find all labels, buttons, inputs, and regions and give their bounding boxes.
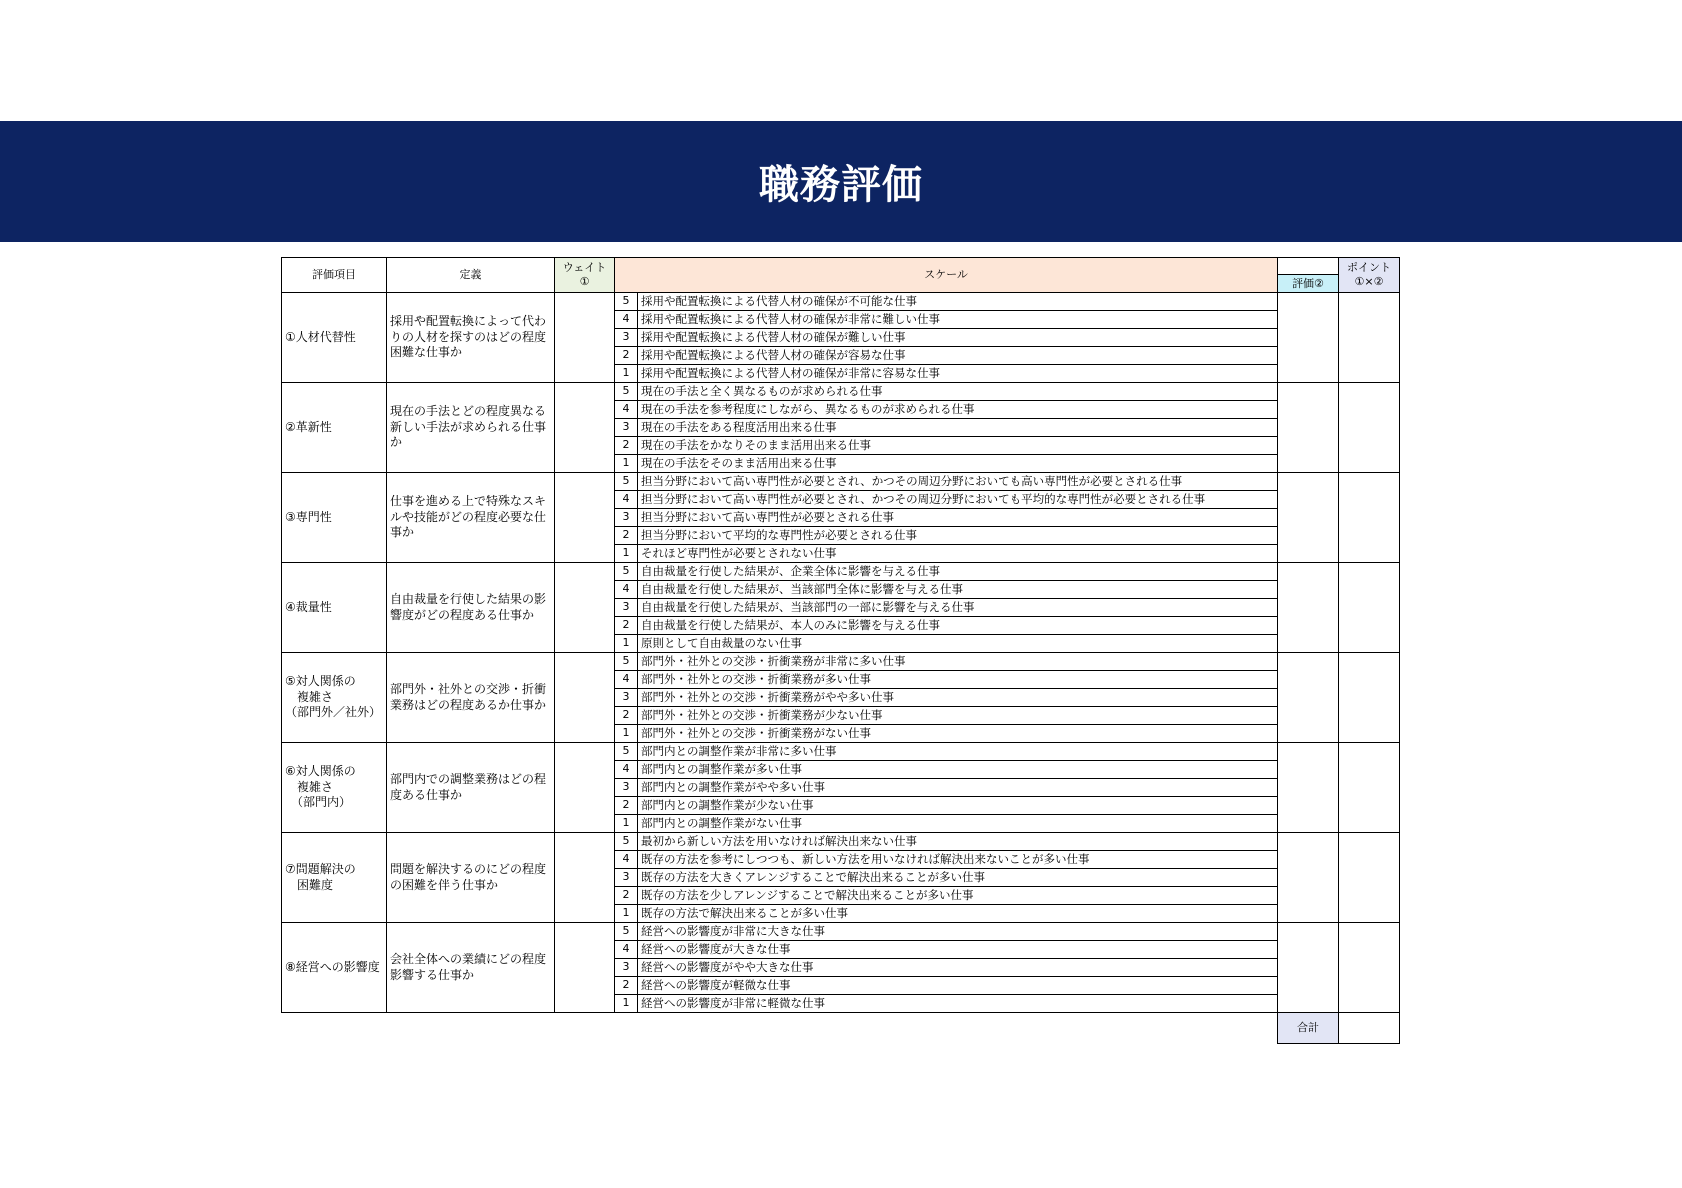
scale-level: 1 — [615, 365, 638, 383]
scale-level: 1 — [615, 455, 638, 473]
score-input-cell[interactable] — [1278, 473, 1339, 563]
evaluation-definition: 現在の手法とどの程度異なる新しい手法が求められる仕事か — [387, 383, 555, 473]
evaluation-item-label: ④裁量性 — [285, 599, 332, 614]
evaluation-item-label: ①人材代替性 — [285, 329, 356, 344]
score-input-cell[interactable] — [1278, 383, 1339, 473]
scale-description: 部門内との調整作業が非常に多い仕事 — [638, 743, 1278, 761]
scale-row — [282, 653, 1400, 671]
scale-description: 部門内との調整作業が多い仕事 — [638, 761, 1278, 779]
header-scale: スケール — [615, 258, 1278, 293]
scale-level: 4 — [615, 311, 638, 329]
scale-level: 4 — [615, 851, 638, 869]
evaluation-item-label: ⑧経営への影響度 — [285, 959, 380, 974]
scale-row — [282, 383, 1400, 401]
scale-level: 4 — [615, 491, 638, 509]
scale-description: 部門内との調整作業がない仕事 — [638, 815, 1278, 833]
scale-description: 現在の手法を参考程度にしながら、異なるものが求められる仕事 — [638, 401, 1278, 419]
header-row — [282, 258, 1400, 293]
job-evaluation-table — [281, 257, 1400, 1044]
header-weight — [555, 258, 615, 293]
scale-level: 3 — [615, 779, 638, 797]
evaluation-item — [282, 923, 387, 1013]
score-input-cell[interactable] — [1278, 833, 1339, 923]
evaluation-item — [282, 473, 387, 563]
points-cell — [1339, 293, 1400, 383]
evaluation-item — [282, 293, 387, 383]
scale-level: 3 — [615, 599, 638, 617]
scale-description: 自由裁量を行使した結果が、当該部門の一部に影響を与える仕事 — [638, 599, 1278, 617]
page-title: 職務評価 — [759, 162, 923, 208]
evaluation-item — [282, 383, 387, 473]
score-input-cell[interactable] — [1278, 923, 1339, 1013]
scale-description: 採用や配置転換による代替人材の確保が難しい仕事 — [638, 329, 1278, 347]
scale-description: 既存の方法を大きくアレンジすることで解決出来ることが多い仕事 — [638, 869, 1278, 887]
scale-description: 自由裁量を行使した結果が、当該部門全体に影響を与える仕事 — [638, 581, 1278, 599]
total-label: 合計 — [1278, 1013, 1339, 1044]
total-row-spacer — [282, 1013, 1278, 1044]
scale-description: 現在の手法と全く異なるものが求められる仕事 — [638, 383, 1278, 401]
scale-description: 経営への影響度が軽微な仕事 — [638, 977, 1278, 995]
scale-description: 最初から新しい方法を用いなければ解決出来ない仕事 — [638, 833, 1278, 851]
evaluation-definition: 自由裁量を行使した結果の影響度がどの程度ある仕事か — [387, 563, 555, 653]
evaluation-item — [282, 743, 387, 833]
scale-level: 3 — [615, 419, 638, 437]
scale-level: 5 — [615, 473, 638, 491]
scale-description: 経営への影響度が非常に軽微な仕事 — [638, 995, 1278, 1013]
scale-description: 既存の方法で解決出来ることが多い仕事 — [638, 905, 1278, 923]
scale-description: 経営への影響度がやや大きな仕事 — [638, 959, 1278, 977]
scale-level: 3 — [615, 959, 638, 977]
scale-level: 5 — [615, 383, 638, 401]
score-input-cell[interactable] — [1278, 293, 1339, 383]
scale-level: 2 — [615, 347, 638, 365]
scale-level: 4 — [615, 761, 638, 779]
scale-level: 1 — [615, 545, 638, 563]
weight-input-cell[interactable] — [555, 293, 615, 383]
evaluation-item-label: （部門内） — [285, 795, 352, 810]
weight-input-cell[interactable] — [555, 653, 615, 743]
points-cell — [1339, 383, 1400, 473]
points-cell — [1339, 743, 1400, 833]
evaluation-definition: 部門内での調整業務はどの程度ある仕事か — [387, 743, 555, 833]
weight-input-cell[interactable] — [555, 743, 615, 833]
scale-description: 部門外・社外との交渉・折衝業務が非常に多い仕事 — [638, 653, 1278, 671]
score-input-cell[interactable] — [1278, 653, 1339, 743]
scale-level: 1 — [615, 905, 638, 923]
scale-description: 既存の方法を少しアレンジすることで解決出来ることが多い仕事 — [638, 887, 1278, 905]
scale-description: 部門外・社外との交渉・折衝業務がやや多い仕事 — [638, 689, 1278, 707]
evaluation-item-label: 複雑さ — [285, 779, 334, 794]
header-definition: 定義 — [387, 258, 555, 293]
scale-row — [282, 833, 1400, 851]
scale-level: 2 — [615, 437, 638, 455]
scale-description: 既存の方法を参考にしつつも、新しい方法を用いなければ解決出来ないことが多い仕事 — [638, 851, 1278, 869]
header-points-formula: ①×② — [1354, 275, 1384, 288]
points-cell — [1339, 923, 1400, 1013]
points-cell — [1339, 563, 1400, 653]
evaluation-item-label: ⑦問題解決の — [285, 861, 356, 876]
scale-level: 5 — [615, 293, 638, 311]
points-cell — [1339, 473, 1400, 563]
scale-description: 原則として自由裁量のない仕事 — [638, 635, 1278, 653]
score-input-cell[interactable] — [1278, 743, 1339, 833]
header-weight-marker: ① — [579, 275, 590, 288]
scale-row — [282, 743, 1400, 761]
evaluation-item-label: ⑥対人関係の — [285, 764, 356, 779]
scale-level: 5 — [615, 563, 638, 581]
evaluation-item-label: （部門外／社外） — [285, 705, 382, 720]
scale-level: 2 — [615, 707, 638, 725]
scale-level: 1 — [615, 725, 638, 743]
scale-row — [282, 923, 1400, 941]
weight-input-cell[interactable] — [555, 923, 615, 1013]
scale-description: 現在の手法をある程度活用出来る仕事 — [638, 419, 1278, 437]
evaluation-definition: 会社全体への業績にどの程度影響する仕事か — [387, 923, 555, 1013]
scale-description: 担当分野において高い専門性が必要とされ、かつその周辺分野においても平均的な専門性が必要とされる仕事 — [638, 491, 1278, 509]
scale-level: 5 — [615, 653, 638, 671]
scale-description: 現在の手法をそのまま活用出来る仕事 — [638, 455, 1278, 473]
scale-description: 自由裁量を行使した結果が、企業全体に影響を与える仕事 — [638, 563, 1278, 581]
weight-input-cell[interactable] — [555, 563, 615, 653]
scale-row — [282, 293, 1400, 311]
evaluation-item — [282, 563, 387, 653]
scale-description: 部門外・社外との交渉・折衝業務がない仕事 — [638, 725, 1278, 743]
scale-description: 経営への影響度が大きな仕事 — [638, 941, 1278, 959]
weight-input-cell[interactable] — [555, 473, 615, 563]
scale-description: 採用や配置転換による代替人材の確保が非常に難しい仕事 — [638, 311, 1278, 329]
scale-description: それほど専門性が必要とされない仕事 — [638, 545, 1278, 563]
scale-description: 現在の手法をかなりそのまま活用出来る仕事 — [638, 437, 1278, 455]
header-score — [1278, 258, 1339, 293]
scale-level: 2 — [615, 617, 638, 635]
scale-level: 1 — [615, 815, 638, 833]
evaluation-item-label: 複雑さ — [285, 689, 334, 704]
evaluation-definition: 部門外・社外との交渉・折衝業務はどの程度あるか仕事か — [387, 653, 555, 743]
scale-description: 採用や配置転換による代替人材の確保が不可能な仕事 — [638, 293, 1278, 311]
scale-level: 3 — [615, 689, 638, 707]
weight-input-cell[interactable] — [555, 833, 615, 923]
scale-level: 4 — [615, 941, 638, 959]
evaluation-item — [282, 653, 387, 743]
scale-level: 2 — [615, 797, 638, 815]
scale-level: 5 — [615, 833, 638, 851]
evaluation-item-label: ②革新性 — [285, 419, 332, 434]
scale-row — [282, 473, 1400, 491]
score-input-cell[interactable] — [1278, 563, 1339, 653]
scale-level: 1 — [615, 635, 638, 653]
points-cell — [1339, 653, 1400, 743]
header-weight-label: ウェイト — [562, 261, 607, 275]
weight-input-cell[interactable] — [555, 383, 615, 473]
scale-description: 部門内との調整作業が少ない仕事 — [638, 797, 1278, 815]
scale-description: 担当分野において高い専門性が必要とされる仕事 — [638, 509, 1278, 527]
points-cell — [1339, 833, 1400, 923]
scale-level: 5 — [615, 923, 638, 941]
title-banner — [0, 121, 1682, 242]
scale-description: 採用や配置転換による代替人材の確保が非常に容易な仕事 — [638, 365, 1278, 383]
scale-description: 担当分野において平均的な専門性が必要とされる仕事 — [638, 527, 1278, 545]
total-value-cell — [1339, 1013, 1400, 1044]
scale-description: 担当分野において高い専門性が必要とされ、かつその周辺分野においても高い専門性が必要とされる仕事 — [638, 473, 1278, 491]
scale-row — [282, 563, 1400, 581]
scale-description: 部門外・社外との交渉・折衝業務が多い仕事 — [638, 671, 1278, 689]
scale-description: 部門外・社外との交渉・折衝業務が少ない仕事 — [638, 707, 1278, 725]
scale-level: 2 — [615, 977, 638, 995]
scale-description: 採用や配置転換による代替人材の確保が容易な仕事 — [638, 347, 1278, 365]
total-row — [282, 1013, 1400, 1044]
evaluation-definition: 仕事を進める上で特殊なスキルや技能がどの程度必要な仕事か — [387, 473, 555, 563]
evaluation-item — [282, 833, 387, 923]
header-points — [1339, 258, 1400, 293]
header-score-label: 評価② — [1278, 274, 1338, 292]
scale-level: 3 — [615, 509, 638, 527]
scale-level: 2 — [615, 887, 638, 905]
scale-description: 部門内との調整作業がやや多い仕事 — [638, 779, 1278, 797]
scale-level: 4 — [615, 671, 638, 689]
scale-level: 2 — [615, 527, 638, 545]
scale-level: 5 — [615, 743, 638, 761]
scale-description: 経営への影響度が非常に大きな仕事 — [638, 923, 1278, 941]
header-item: 評価項目 — [282, 258, 387, 293]
evaluation-item-label: 困難度 — [285, 877, 334, 892]
evaluation-definition: 採用や配置転換によって代わりの人材を探すのはどの程度困難な仕事か — [387, 293, 555, 383]
scale-description: 自由裁量を行使した結果が、本人のみに影響を与える仕事 — [638, 617, 1278, 635]
scale-level: 1 — [615, 995, 638, 1013]
scale-level: 3 — [615, 329, 638, 347]
evaluation-definition: 問題を解決するのにどの程度の困難を伴う仕事か — [387, 833, 555, 923]
evaluation-item-label: ③専門性 — [285, 509, 332, 524]
header-points-label: ポイント — [1347, 261, 1391, 275]
evaluation-item-label: ⑤対人関係の — [285, 674, 356, 689]
scale-level: 3 — [615, 869, 638, 887]
scale-level: 4 — [615, 401, 638, 419]
scale-level: 4 — [615, 581, 638, 599]
